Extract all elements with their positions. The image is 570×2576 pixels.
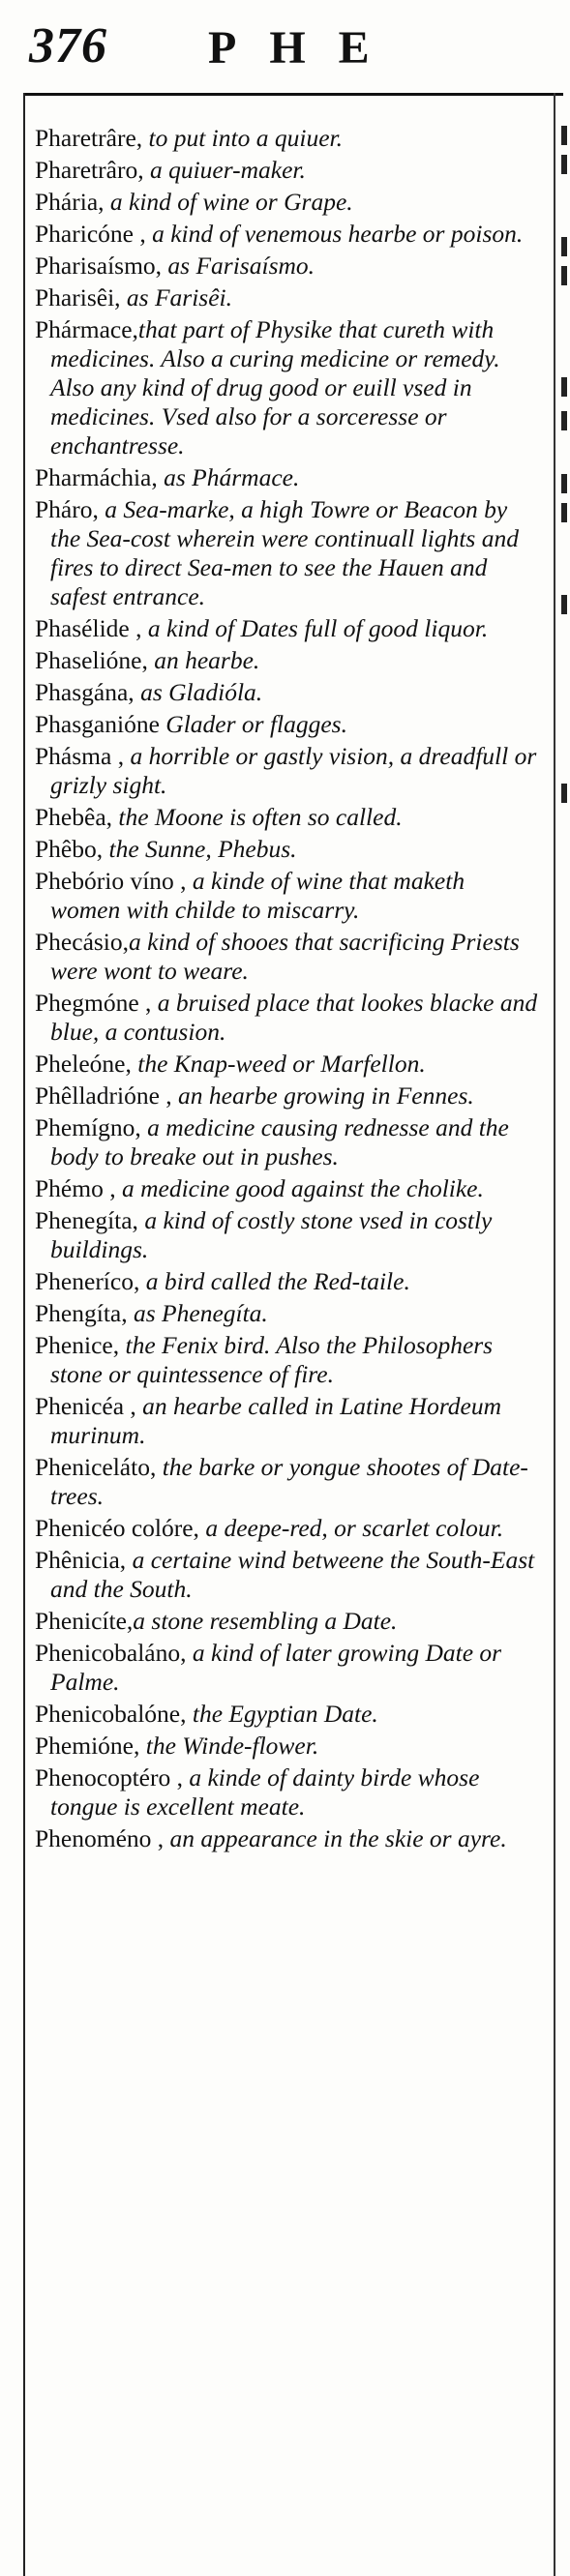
entry-gloss: as Gladióla. [134,678,263,706]
dictionary-entry [35,1453,538,1511]
dictionary-entry [35,989,538,1047]
entry-gloss: a medicine good against the cholike. [115,1174,484,1202]
entry-headword: Pharisaísmo, [35,252,163,280]
entry-headword: Phecásio, [35,928,130,956]
entry-headword: Phásma , [35,742,125,770]
entry-headword: Pharetrâro, [35,156,144,184]
entry-gloss: a kind of venemous hearbe or poison. [145,220,524,248]
entry-gloss: Glader or flagges. [159,710,347,738]
entry-gloss: a bruised place that lookes blacke and blue, a contusion. [50,989,538,1046]
entry-gloss: a quiuer-maker. [143,156,306,184]
entry-gloss: the Fenix bird. Also the Philosophers stone or quintessence of fire. [50,1331,494,1388]
entry-gloss: to put into a quiuer. [142,124,343,152]
dictionary-entry [35,252,538,281]
entry-gloss: a bird called the Red-taile. [139,1267,410,1295]
entry-headword: Phenicéa , [35,1392,136,1420]
dictionary-entry [35,1299,538,1328]
entry-headword: Phêlladrióne , [35,1081,172,1110]
entry-gloss: a horrible or gastly vision, a dreadfull or grizly sight. [50,742,537,799]
entry-headword: Pharicóne , [35,220,146,248]
entry-gloss: a medicine causing rednesse and the body to breake out in pushes. [50,1113,509,1170]
dictionary-entry [35,124,538,153]
entry-headword: Pháro, [35,495,99,523]
entry-headword: Phasélide , [35,614,142,642]
dictionary-entries [35,124,538,1856]
entry-headword: Phémo , [35,1174,116,1202]
entry-headword: Phária, [35,188,105,216]
entry-headword: Phenocoptéro , [35,1763,183,1791]
dictionary-entry [35,1824,538,1853]
entry-headword: Phengíta, [35,1299,128,1327]
page-header [0,0,570,97]
entry-gloss: an hearbe growing in Fennes. [171,1081,474,1110]
entry-headword: Phêbo, [35,835,104,863]
dictionary-entry [35,1700,538,1729]
dictionary-entry [35,1206,538,1264]
dictionary-entry [35,188,538,217]
running-head: PHE [208,22,403,74]
entry-gloss: a stone resembling a Date. [133,1607,398,1635]
entry-headword: Phenicobalóne, [35,1700,187,1728]
dictionary-entry [35,315,538,460]
entry-gloss: the barke or yongue shootes of Date-trees. [50,1453,528,1510]
entry-headword: Phenicеláto, [35,1453,157,1481]
dictionary-entry [35,1113,538,1171]
entry-gloss: as Farisêi. [120,283,232,311]
entry-headword: Phebório víno , [35,867,187,895]
entry-headword: Phenicobaláno, [35,1639,187,1667]
entry-headword: Pheleóne, [35,1050,132,1078]
entry-gloss: as Farisaísmo. [162,252,315,280]
adjacent-column-fragment [559,106,570,2573]
dictionary-entry [35,1174,538,1203]
dictionary-entry [35,495,538,611]
dictionary-entry [35,1331,538,1389]
column-rule-right [554,93,555,2576]
entry-gloss: an appearance in the skie or ayre. [164,1824,507,1852]
entry-gloss: as Phármace. [157,463,300,491]
entry-headword: Phasgána, [35,678,135,706]
entry-headword: Phemígno, [35,1113,141,1141]
entry-headword: Phasganióne [35,710,160,738]
dictionary-entry [35,156,538,185]
entry-gloss: a kinde of wine that maketh women with childe to miscarry. [50,867,465,924]
dictionary-entry [35,283,538,312]
entry-gloss: a kind of wine or Grape. [104,188,353,216]
entry-headword: Phenegíta, [35,1206,138,1234]
entry-gloss: a kind of costly stone vsed in costly buildings. [50,1206,493,1263]
entry-headword: Phenicéo colóre, [35,1514,199,1542]
dictionary-entry [35,1763,538,1821]
entry-headword: Phegmóne , [35,989,152,1017]
entry-gloss: an hearbe. [147,646,260,674]
dictionary-entry [35,742,538,800]
dictionary-entry [35,1639,538,1697]
page-number: 376 [29,18,107,74]
entry-gloss: a kind of later growing Date or Palme. [50,1639,502,1696]
entry-gloss: a kinde of dainty birde whose tongue is excellent meate. [50,1763,480,1821]
dictionary-entry [35,710,538,739]
dictionary-entry [35,1050,538,1079]
entry-gloss: that part of Physike that cureth with medicines. Also a curing medicine or remedy. Also any kind of drug good or euill vsed in medicines. Vsed also for a sorceresse or enchantresse. [50,315,500,459]
dictionary-entry [35,1267,538,1296]
dictionary-entry [35,1607,538,1636]
entry-headword: Phaselióne, [35,646,148,674]
entry-headword: Phenoméno , [35,1824,165,1852]
dictionary-entry [35,1546,538,1604]
entry-gloss: a Sea-marke, a high Towre or Beacon by the Sea-cost wherein were continuall lights and fires to direct Sea-men to see the Hauen and safest entrance. [50,495,519,610]
dictionary-entry [35,1392,538,1450]
dictionary-entry [35,646,538,675]
dictionary-entry [35,803,538,832]
entry-headword: Phênicia, [35,1546,127,1574]
dictionary-entry [35,678,538,707]
entry-gloss: as Phenegíta. [127,1299,268,1327]
entry-gloss: a certaine wind betweene the South-East and the South. [50,1546,535,1603]
header-rule [23,93,563,96]
entry-gloss: an hearbe called in Latine Hordeum murinum. [50,1392,502,1449]
entry-gloss: the Egyptian Date. [186,1700,378,1728]
entry-gloss: the Moone is often so called. [112,803,403,831]
column-rule-left [23,93,25,2576]
dictionary-entry [35,614,538,643]
dictionary-entry [35,867,538,925]
entry-gloss: a kind of shooes that sacrificing Priests were wont to weare. [50,928,520,985]
dictionary-entry [35,1081,538,1110]
dictionary-entry [35,928,538,986]
entry-gloss: the Knap-weed or Marfellon. [131,1050,426,1078]
entry-gloss: a deepe-red, or scarlet colour. [198,1514,504,1542]
dictionary-entry [35,463,538,492]
entry-headword: Pharmáchia, [35,463,158,491]
entry-gloss: the Sunne, Phebus. [103,835,297,863]
entry-headword: Pharetrâre, [35,124,143,152]
entry-headword: Pharisêi, [35,283,121,311]
entry-headword: Phármace, [35,315,138,343]
entry-headword: Phenice, [35,1331,120,1359]
entry-gloss: the Winde-flower. [139,1732,319,1760]
entry-headword: Phenicíte, [35,1607,134,1635]
entry-gloss: a kind of Dates full of good liquor. [141,614,489,642]
dictionary-entry [35,220,538,249]
entry-headword: Phemióne, [35,1732,140,1760]
dictionary-entry [35,1732,538,1761]
entry-headword: Pheneríco, [35,1267,140,1295]
dictionary-entry [35,1514,538,1543]
entry-headword: Phebêa, [35,803,113,831]
dictionary-entry [35,835,538,864]
